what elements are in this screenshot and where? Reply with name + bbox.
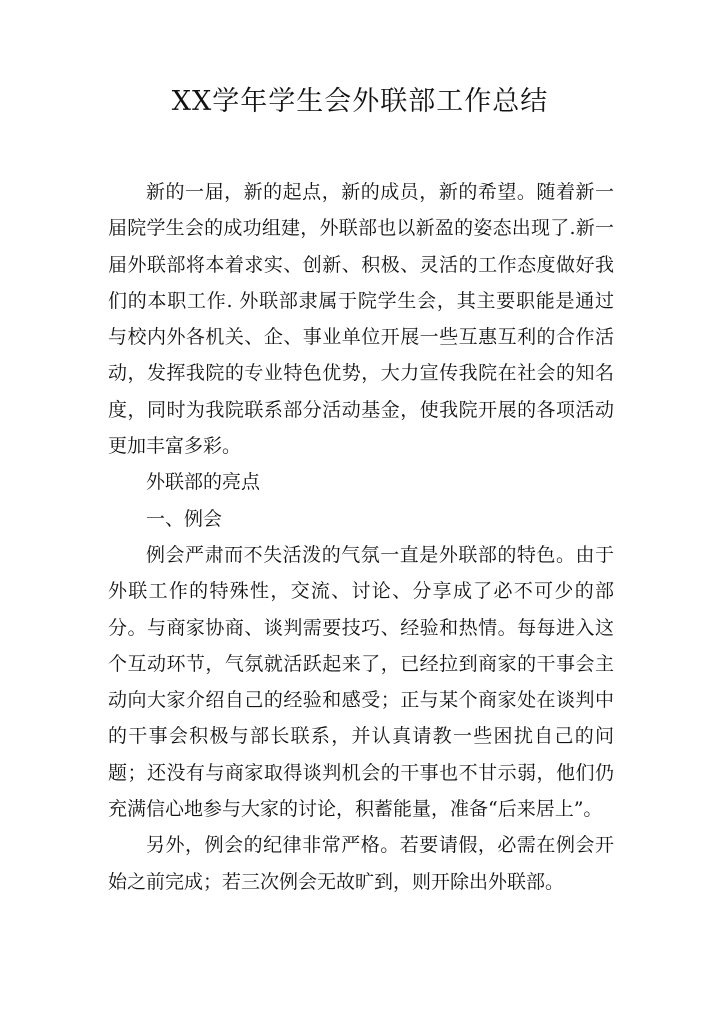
document-body bbox=[108, 174, 614, 900]
document-title: XX学年学生会外联部工作总结 bbox=[171, 86, 549, 117]
section-heading-highlights: 外联部的亮点 bbox=[146, 471, 261, 494]
paragraph-intro: 新的一届，新的起点，新的成员，新的希望。随着新一届院学生会的成功组建，外联部也以新盈的姿态出现了.新一届外联部将本着求实、创新、积极、灵活的工作态度做好我们的本职工作. 外联部隶属于院学生会，其主要职能是通过与校内外各机关、企、事业单位开展一些互惠互利的合作活动，发挥我院的专业特色优势，大力宣传我院在社会的知名度，同时为我院联系部分活动基金，使我院开展的各项活动更加丰富多彩。 bbox=[108, 181, 614, 458]
section-heading-meeting: 一、例会 bbox=[146, 507, 223, 530]
paragraph-meeting-atmosphere: 例会严肃而不失活泼的气氛一直是外联部的特色。由于外联工作的特殊性，交流、讨论、分享成了必不可少的部分。与商家协商、谈判需要技巧、经验和热情。每每进入这个互动环节，气氛就活跃起来了，已经拉到商家的干事会主动向大家介绍自己的经验和感受；正与某个商家处在谈判中的干事会积极与部长联系，并认真请教一些困扰自己的问题；还没有与商家取得谈判机会的干事也不甘示弱，他们仍充满信心地参与大家的讨论，积蓄能量，准备“后来居上”。 bbox=[108, 543, 614, 821]
paragraph-meeting-discipline: 另外，例会的纪律非常严格。若要请假，必需在例会开始之前完成；若三次例会无故旷到，则开除出外联部。 bbox=[108, 834, 614, 893]
